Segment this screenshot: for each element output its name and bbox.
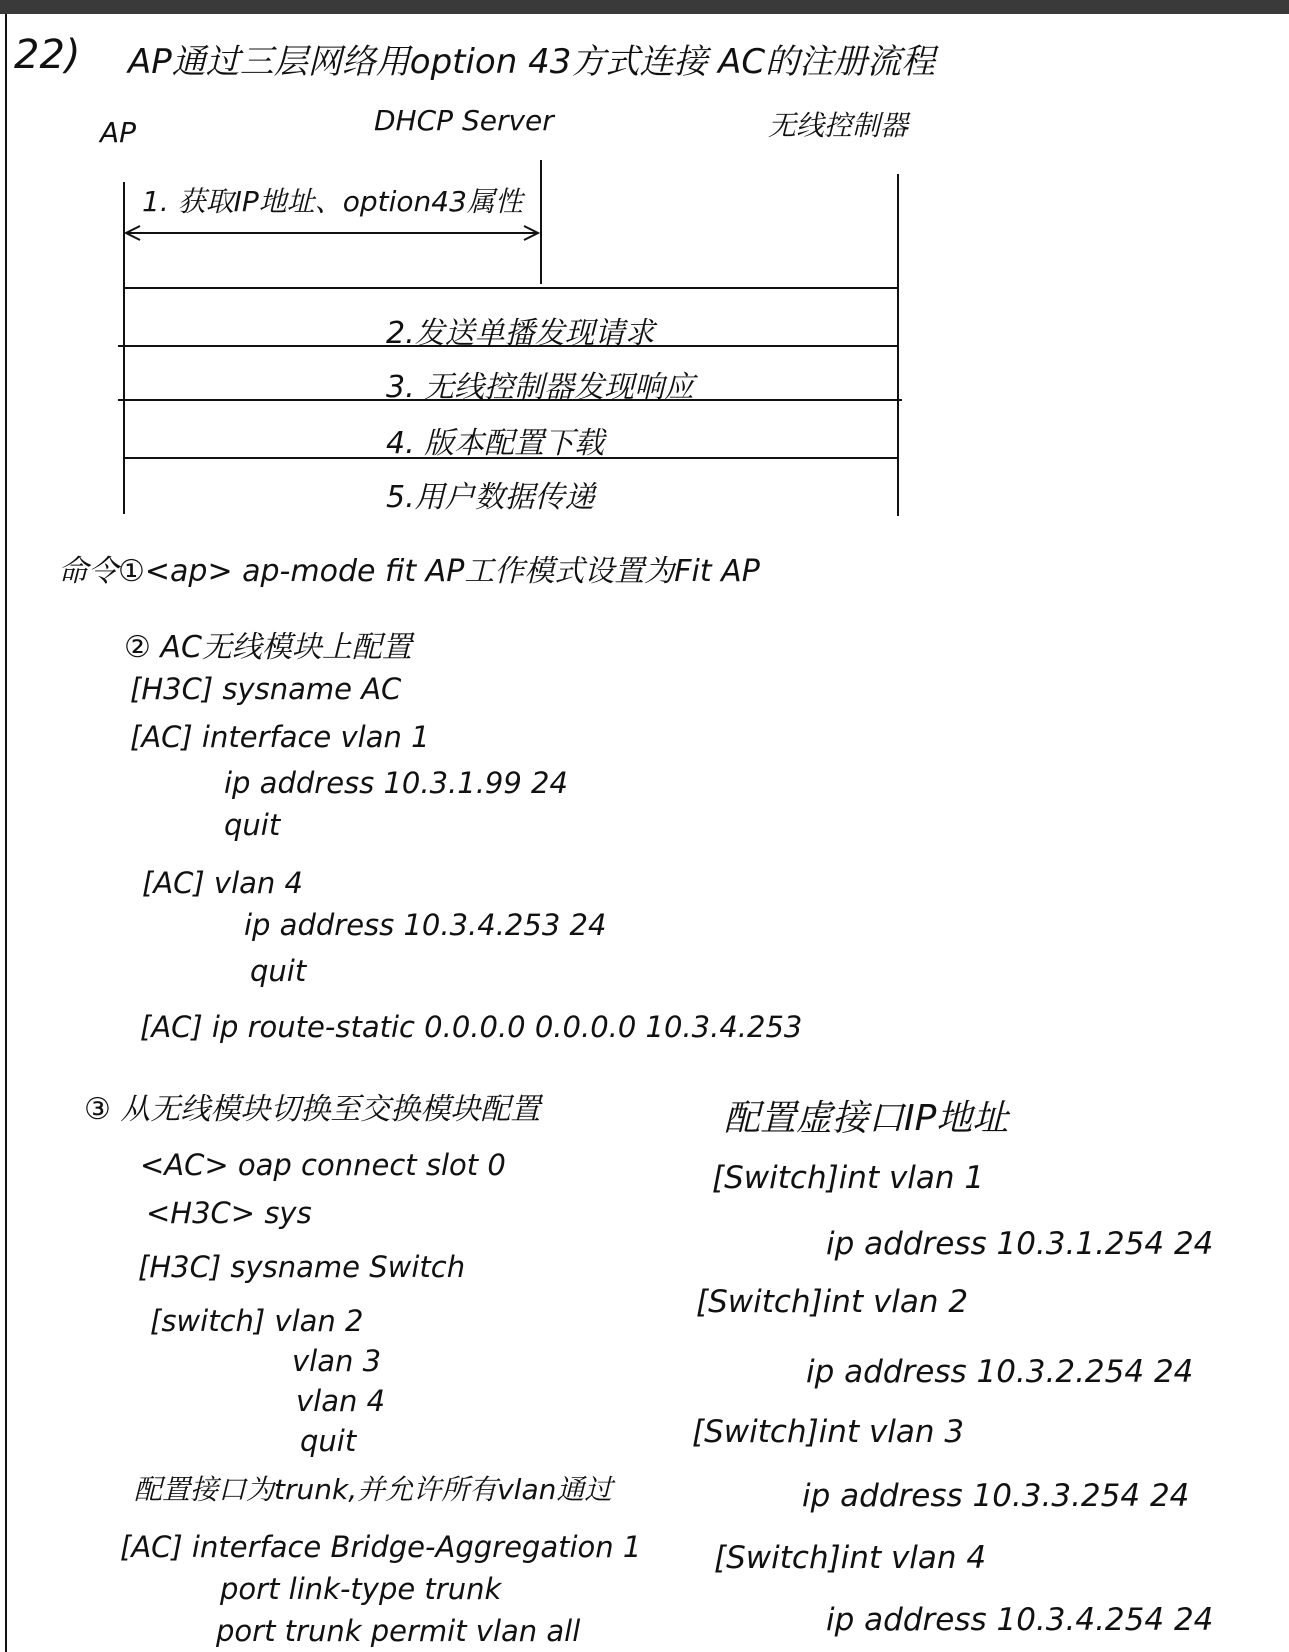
- code-line: ip address 10.3.1.99 24: [224, 766, 568, 800]
- code-line: ip address 10.3.3.254 24: [802, 1478, 1190, 1514]
- code-line: [AC] vlan 4: [142, 866, 303, 900]
- page-title: AP通过三层网络用option 43方式连接 AC的注册流程: [128, 42, 936, 82]
- code-line: [H3C] sysname Switch: [138, 1250, 466, 1284]
- code-line: [switch] vlan 2: [150, 1304, 364, 1338]
- code-line: quit: [224, 808, 281, 842]
- code-line: ip address 10.3.4.253 24: [244, 908, 607, 942]
- section-2-title: ② AC无线模块上配置: [124, 630, 412, 665]
- code-line: <H3C> sys: [146, 1196, 312, 1230]
- step-2: 2.发送单播发现请求: [386, 316, 655, 351]
- column-ap: AP: [100, 116, 137, 149]
- command-1: 命令①<ap> ap-mode fit AP工作模式设置为Fit AP: [58, 554, 760, 589]
- step-3: 3. 无线控制器发现响应: [386, 370, 695, 405]
- code-line: [Switch]int vlan 1: [712, 1160, 985, 1196]
- ip-config-title: 配置虚接口IP地址: [724, 1098, 1009, 1139]
- step-5: 5.用户数据传递: [386, 480, 595, 515]
- column-wireless-controller: 无线控制器: [768, 109, 909, 142]
- code-line: vlan 4: [296, 1384, 386, 1418]
- code-line: [AC] interface vlan 1: [130, 720, 430, 754]
- code-line: ip address 10.3.2.254 24: [806, 1354, 1194, 1390]
- trunk-config-title: 配置接口为trunk,并允许所有vlan通过: [134, 1473, 613, 1506]
- column-dhcp-server: DHCP Server: [374, 104, 554, 137]
- code-line: [Switch]int vlan 2: [696, 1284, 969, 1320]
- code-line: [AC] interface Bridge-Aggregation 1: [120, 1530, 642, 1564]
- code-line: port link-type trunk: [220, 1572, 502, 1606]
- code-line: port trunk permit vlan all: [216, 1614, 581, 1648]
- section-3-title: ③ 从无线模块切换至交换模块配置: [84, 1092, 541, 1127]
- code-line: ip address 10.3.1.254 24: [826, 1226, 1214, 1262]
- code-line: [Switch]int vlan 3: [692, 1414, 965, 1450]
- step-1: 1. 获取IP地址、option43属性: [142, 185, 523, 218]
- section-number: 22): [14, 32, 81, 78]
- code-line: quit: [250, 954, 307, 988]
- code-line: <AC> oap connect slot 0: [140, 1148, 506, 1182]
- code-line: [Switch]int vlan 4: [714, 1540, 987, 1576]
- code-line: [H3C] sysname AC: [130, 672, 402, 706]
- code-line: [AC] ip route-static 0.0.0.0 0.0.0.0 10.3.4.253: [140, 1010, 803, 1044]
- step-4: 4. 版本配置下载: [386, 426, 605, 461]
- code-line: ip address 10.3.4.254 24: [826, 1602, 1214, 1638]
- code-line: vlan 3: [292, 1344, 382, 1378]
- code-line: quit: [300, 1424, 357, 1458]
